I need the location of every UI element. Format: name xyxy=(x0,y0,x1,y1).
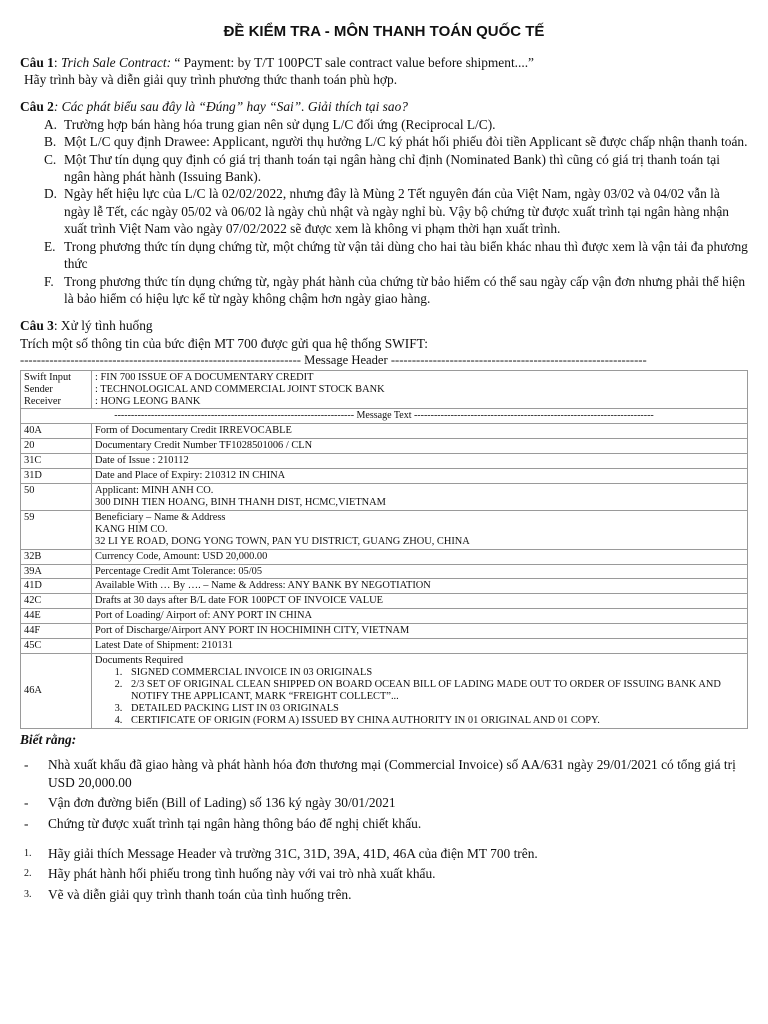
documents-title: Documents Required xyxy=(95,655,184,667)
header-label: Swift Input xyxy=(24,371,72,383)
message-text-row xyxy=(21,409,748,424)
field-row xyxy=(21,438,748,453)
field-code: 40A xyxy=(21,423,92,438)
field-code: 42C xyxy=(21,594,92,609)
field-code: 32B xyxy=(21,549,92,564)
statement-text: Trong phương thức tín dụng chứng từ, một chứng từ vận tải dùng cho hai tàu biển khác nhau thì được xem là vận tải đa phương thức xyxy=(64,238,748,272)
fact-text: Chứng từ được xuất trình tại ngân hàng thông báo để nghị chiết khấu. xyxy=(48,815,422,831)
field-line: Port of Discharge/Airport ANY PORT IN HOCHIMINH CITY, VIETNAM xyxy=(95,625,410,637)
field-code: 31D xyxy=(21,468,92,483)
task-text: Vẽ và diễn giải quy trình thanh toán của tình huống trên. xyxy=(48,886,352,902)
field-line: Documentary Credit Number TF1028501006 / CLN xyxy=(95,439,313,451)
field-row xyxy=(21,594,748,609)
field-row xyxy=(21,453,748,468)
statement-item xyxy=(44,185,748,237)
field-line: KANG HIM CO. xyxy=(95,523,168,535)
field-value xyxy=(92,594,748,609)
statement-marker: C. xyxy=(44,151,57,167)
field-line: Percentage Credit Amt Tolerance: 05/05 xyxy=(95,565,263,577)
statement-marker: B. xyxy=(44,134,57,150)
field-code: 50 xyxy=(21,483,92,510)
fact-item xyxy=(24,794,748,811)
field-code: 45C xyxy=(21,639,92,654)
statement-text: Trường hợp bán hàng hóa trung gian nên sử dụng L/C đối ứng (Reciprocal L/C). xyxy=(64,116,496,132)
field-value xyxy=(92,510,748,549)
header-label: Receiver xyxy=(24,395,61,407)
question-3 xyxy=(20,317,748,334)
field-row-documents xyxy=(21,654,748,729)
field-row xyxy=(21,624,748,639)
fact-marker: - xyxy=(24,757,29,773)
known-facts-label: Biết rằng: xyxy=(20,731,77,747)
question-3-label: Câu 3 xyxy=(20,318,54,334)
fact-item xyxy=(24,815,748,832)
statement-marker: D. xyxy=(44,186,58,202)
field-value xyxy=(92,483,748,510)
task-marker: 3. xyxy=(24,888,32,900)
field-row xyxy=(21,579,748,594)
field-line: 300 DINH TIEN HOANG, BINH THANH DIST, HCMC,VIETNAM xyxy=(95,496,386,508)
header-label: Sender xyxy=(24,383,53,395)
statement-marker: A. xyxy=(44,116,58,132)
field-code: 44F xyxy=(21,624,92,639)
header-values-cell xyxy=(92,370,748,409)
field-line: Drafts at 30 days after B/L date FOR 100PCT OF INVOICE VALUE xyxy=(95,595,383,607)
question-2 xyxy=(20,98,748,115)
statement-item xyxy=(44,151,748,186)
field-code: 39A xyxy=(21,564,92,579)
statement-text: Một Thư tín dụng quy định có giá trị thanh toán tại ngân hàng chỉ định (Nominated Bank) thì cũng có giá trị thanh toán tại ngân hàng phát hành (Issuing Bank). xyxy=(64,151,720,185)
field-value xyxy=(92,654,748,729)
question-2-statements xyxy=(20,116,748,308)
field-code: 59 xyxy=(21,510,92,549)
field-line: Available With … By …. – Name & Address: ANY BANK BY NEGOTIATION xyxy=(95,580,431,592)
question-3-line2: Trích một số thông tin của bức điện MT 700 được gửi qua hệ thống SWIFT: xyxy=(20,335,428,351)
fact-text: Vận đơn đường biển (Bill of Lading) số 136 ký ngày 30/01/2021 xyxy=(48,795,396,811)
header-value: : FIN 700 ISSUE OF A DOCUMENTARY CREDIT xyxy=(95,371,314,383)
question-1-text: “ Payment: by T/T 100PCT sale contract value before shipment....” xyxy=(171,54,534,70)
field-row xyxy=(21,468,748,483)
task-text: Hãy giải thích Message Header và trường 31C, 31D, 39A, 41D, 46A của điện MT 700 trên. xyxy=(48,846,538,862)
document-item: 2. 2/3 SET OF ORIGINAL CLEAN SHIPPED ON BOARD OCEAN BILL OF LADING MADE OUT TO ORDER OF ISSUING BANK AND NOTIFY THE APPLICANT, MARK “FREIGHT COLLECT”... xyxy=(125,679,744,703)
statement-marker: F. xyxy=(44,273,54,289)
documents-list xyxy=(95,667,744,727)
field-value xyxy=(92,564,748,579)
task-text: Hãy phát hành hối phiếu trong tình huống này với vai trò nhà xuất khẩu. xyxy=(48,866,436,882)
statement-text: Một L/C quy định Drawee: Applicant, người thụ hưởng L/C ký phát hối phiếu đòi tiền Applicant sẽ được chấp nhận thanh toán. xyxy=(64,134,748,150)
field-code: 44E xyxy=(21,609,92,624)
field-value xyxy=(92,609,748,624)
task-marker: 2. xyxy=(24,868,32,880)
document-item: 1. SIGNED COMMERCIAL INVOICE IN 03 ORIGINALS xyxy=(125,667,744,679)
task-marker: 1. xyxy=(24,848,32,860)
statement-marker: E. xyxy=(44,238,56,254)
fact-marker: - xyxy=(24,795,29,811)
field-code: 46A xyxy=(21,654,92,729)
exam-page xyxy=(20,0,748,903)
field-line: Beneficiary – Name & Address xyxy=(95,511,226,523)
question-2-label: Câu 2 xyxy=(20,99,54,115)
question-1-italic: Trich Sale Contract: xyxy=(60,54,172,70)
header-value: : TECHNOLOGICAL AND COMMERCIAL JOINT STOCK BANK xyxy=(95,383,385,395)
statement-text: Ngày hết hiệu lực của L/C là 02/02/2022, nhưng đây là Mùng 2 Tết nguyên đán của Việt Nam, ngày 03/02 và 04/02 vẫn là ngày lễ Tết, các ngày 05/02 và 06/02 là ngày chủ nhật và ngày nghỉ bù. Vậy bộ chứng từ được xuất trình tại ngân hàng nhận xuất trình Việt Nam vào ngày 07/02/2022 sẽ được xem là không vi phạm thời hạn xuất trình. xyxy=(64,186,729,237)
field-code: 20 xyxy=(21,438,92,453)
field-value xyxy=(92,438,748,453)
field-row xyxy=(21,639,748,654)
field-row xyxy=(21,483,748,510)
field-line: Form of Documentary Credit IRREVOCABLE xyxy=(95,424,292,436)
header-value: : HONG LEONG BANK xyxy=(95,395,201,407)
document-item: 3. DETAILED PACKING LIST IN 03 ORIGINALS xyxy=(125,703,744,715)
fact-item xyxy=(24,756,748,791)
question-1-label: Câu 1 xyxy=(20,54,54,70)
statement-item xyxy=(44,238,748,273)
message-header-divider: ------------------------------------------------------------------- Message Header ------------------------------------------------------------- xyxy=(20,353,647,368)
field-value xyxy=(92,579,748,594)
message-text-divider: ------------------------------------------------------------------------ Message Text ------------------------------------------------------------------------ xyxy=(21,409,748,424)
field-row xyxy=(21,510,748,549)
field-code: 41D xyxy=(21,579,92,594)
page-title: ĐỀ KIỂM TRA - MÔN THANH TOÁN QUỐC TẾ xyxy=(223,23,545,40)
field-line: Latest Date of Shipment: 210131 xyxy=(95,640,233,652)
field-line: 32 LI YE ROAD, DONG YONG TOWN, PAN YU DISTRICT, GUANG ZHOU, CHINA xyxy=(95,535,470,547)
statement-item xyxy=(44,133,748,150)
question-1-colon: : xyxy=(53,54,61,70)
field-line: Date of Issue : 210112 xyxy=(95,454,189,466)
field-value xyxy=(92,549,748,564)
question-3-intro: : Xử lý tình huống xyxy=(53,318,153,334)
question-1 xyxy=(20,54,748,71)
question-1-line2: Hãy trình bày và diễn giải quy trình phương thức thanh toán phù hợp. xyxy=(24,71,398,87)
field-row xyxy=(21,609,748,624)
fact-text: Nhà xuất khẩu đã giao hàng và phát hành hóa đơn thương mại (Commercial Invoice) số AA/631 ngày 29/01/2021 có tổng giá trị USD 20,000.00 xyxy=(48,757,736,790)
field-value xyxy=(92,423,748,438)
question-3-tasks xyxy=(20,845,748,903)
field-value xyxy=(92,624,748,639)
field-line: Currency Code, Amount: USD 20,000.00 xyxy=(95,550,268,562)
field-value xyxy=(92,453,748,468)
statement-item xyxy=(44,116,748,133)
mt700-table xyxy=(20,370,748,729)
field-row xyxy=(21,564,748,579)
known-facts-list xyxy=(20,756,748,832)
field-row xyxy=(21,549,748,564)
task-item xyxy=(24,886,748,903)
field-row xyxy=(21,423,748,438)
field-line: Date and Place of Expiry: 210312 IN CHINA xyxy=(95,469,286,481)
statement-item xyxy=(44,273,748,308)
field-value xyxy=(92,639,748,654)
statement-text: Trong phương thức tín dụng chứng từ, ngày phát hành của chứng từ bảo hiểm có thể sau ngày cấp vận đơn nhưng phải thể hiện là bảo hiểm có hiệu lực kể từ ngày không chậm hơn ngày giao hàng. xyxy=(64,273,746,306)
field-value xyxy=(92,468,748,483)
field-code: 31C xyxy=(21,453,92,468)
message-header-row xyxy=(21,370,748,409)
field-line: Applicant: MINH ANH CO. xyxy=(95,484,214,496)
question-2-intro: : Các phát biểu sau đây là “Đúng” hay “Sai”. Giải thích tại sao? xyxy=(53,99,408,115)
header-labels-cell xyxy=(21,370,92,409)
fact-marker: - xyxy=(24,815,29,831)
document-item: 4. CERTIFICATE OF ORIGIN (FORM A) ISSUED BY CHINA AUTHORITY IN 01 ORIGINAL AND 01 COPY. xyxy=(125,715,744,727)
field-line: Port of Loading/ Airport of: ANY PORT IN CHINA xyxy=(95,610,312,622)
task-item xyxy=(24,845,748,862)
task-item xyxy=(24,865,748,882)
